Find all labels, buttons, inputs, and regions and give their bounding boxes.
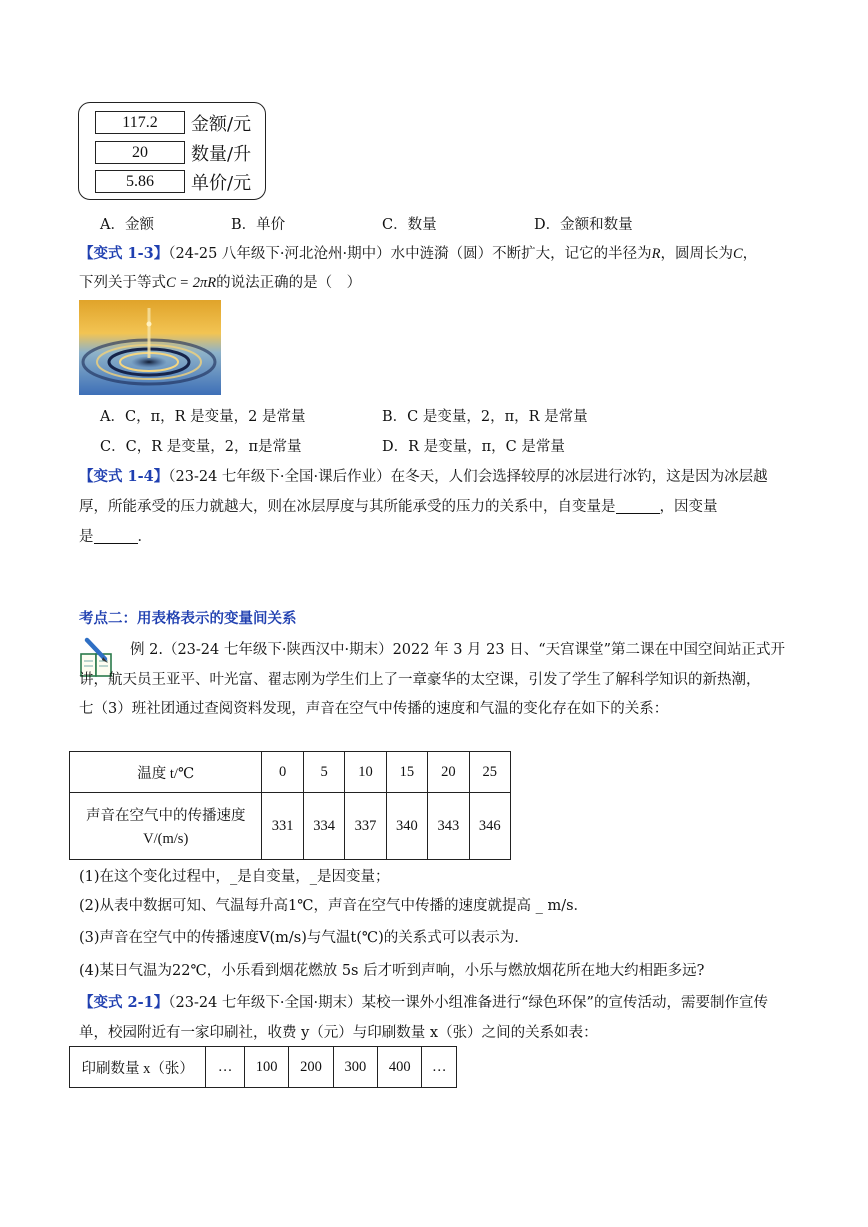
variant-1-4-line1: 【变式 1-4】（23-24 七年级下·全国·课后作业）在冬天，人们会选择较厚的冰层进行冰钓，这是因为冰层越 (79, 468, 768, 485)
variant-1-3-line2: 下列关于等式C = 2πR的说法正确的是（ ） (79, 275, 362, 291)
variant-2-1-line1: 【变式 2-1】（23-24 七年级下·全国·期末）某校一课外小组准备进行“绿色环保”的宣传活动，需要制作宣传 (79, 994, 768, 1011)
option-b: B．单价 (231, 217, 286, 233)
table-cell: 300 (333, 1047, 377, 1088)
printing-quantity-table (69, 1046, 457, 1088)
table-cell: … (206, 1047, 244, 1088)
example-2-line1: 例 2.（23-24 七年级下·陕西汉中·期末）2022 年 3 月 23 日、“天宫课堂”第二课在中国空间站正式开 (130, 642, 786, 658)
table-cell: 334 (303, 793, 344, 860)
variant-2-1-line2: 单，校园附近有一家印刷社，收费 y（元）与印刷数量 x（张）之间的关系如表： (79, 1025, 598, 1041)
table-cell: 337 (345, 793, 386, 860)
answer-blank[interactable] (94, 529, 138, 544)
water-ripple-image (79, 300, 221, 395)
variant-1-3-option-c: C．C，R 是变量，2，π是常量 (100, 439, 302, 455)
variant-1-3-line1: 【变式 1-3】（24-25 八年级下·河北沧州·期中）水中涟漪（圆）不断扩大，记它的半径为R，圆周长为C， (79, 245, 758, 262)
table-row (70, 752, 511, 793)
table-cell: 25 (469, 752, 510, 793)
table-cell: 331 (262, 793, 303, 860)
table-cell: 10 (345, 752, 386, 793)
variant-tag: 【变式 2-1】 (79, 994, 169, 1011)
pump-value: 117.2 (95, 111, 185, 134)
question-3: (3)声音在空气中的传播速度V(m/s)与气温t(℃)的关系式可以表示为. (79, 930, 519, 946)
pump-value: 20 (95, 141, 185, 164)
example-2-line2: 讲，航天员王亚平、叶光富、翟志刚为学生们上了一章豪华的太空课，引发了学生了解科学知识的新热潮， (79, 672, 761, 688)
table-cell: 343 (428, 793, 469, 860)
table-cell: 200 (289, 1047, 333, 1088)
variant-1-3-option-b: B．C 是变量，2，π，R 是常量 (382, 409, 588, 425)
formula: C = 2πR (166, 275, 217, 291)
table-cell: 15 (386, 752, 427, 793)
table-row (70, 793, 511, 860)
pump-label: 单价/元 (191, 173, 252, 194)
table-cell: 340 (386, 793, 427, 860)
answer-blank[interactable] (616, 499, 660, 514)
variant-1-3-option-a: A．C，π，R 是变量，2 是常量 (100, 409, 306, 425)
question-4: (4)某日气温为22℃，小乐看到烟花燃放 5s 后才听到声响，小乐与燃放烟花所在地大约相距多远? (79, 963, 705, 979)
section-heading: 考点二：用表格表示的变量间关系 (79, 610, 297, 627)
variant-tag: 【变式 1-4】 (79, 468, 169, 485)
table-row (70, 1047, 457, 1088)
table-cell: 5 (303, 752, 344, 793)
pump-label: 数量/升 (191, 144, 252, 165)
variant-1-4-line3: 是 ． (79, 529, 152, 545)
table-cell: 400 (378, 1047, 422, 1088)
option-d: D．金额和数量 (534, 217, 633, 233)
row-header: 印刷数量 x（张） (70, 1047, 206, 1088)
temperature-speed-table (69, 751, 511, 860)
table-cell: 0 (262, 752, 303, 793)
question-1: (1)在这个变化过程中，_是自变量，_是因变量； (79, 869, 390, 885)
row-header: 声音在空气中的传播速度 V/(m/s) (70, 793, 262, 860)
pump-value: 5.86 (95, 170, 185, 193)
table-cell: … (422, 1047, 457, 1088)
variant-tag: 【变式 1-3】 (79, 245, 169, 262)
row-header: 温度 t/℃ (70, 752, 262, 793)
option-a: A．金额 (100, 217, 154, 233)
variant-1-4-line2: 厚，所能承受的压力就越大，则在冰层厚度与其所能承受的压力的关系中，自变量是 ，因变量 (79, 499, 718, 515)
option-c: C．数量 (382, 217, 437, 233)
table-cell: 346 (469, 793, 510, 860)
variant-1-3-option-d: D．R 是变量，π，C 是常量 (382, 439, 565, 455)
pump-label: 金额/元 (191, 114, 252, 135)
table-cell: 100 (244, 1047, 288, 1088)
question-2: (2)从表中数据可知、气温每升高1℃，声音在空气中传播的速度就提高 _ m/s． (79, 898, 589, 914)
fuel-pump-display (78, 102, 266, 200)
example-2-line3: 七（3）班社团通过查阅资料发现，声音在空气中传播的速度和气温的变化存在如下的关系： (79, 701, 669, 717)
table-cell: 20 (428, 752, 469, 793)
